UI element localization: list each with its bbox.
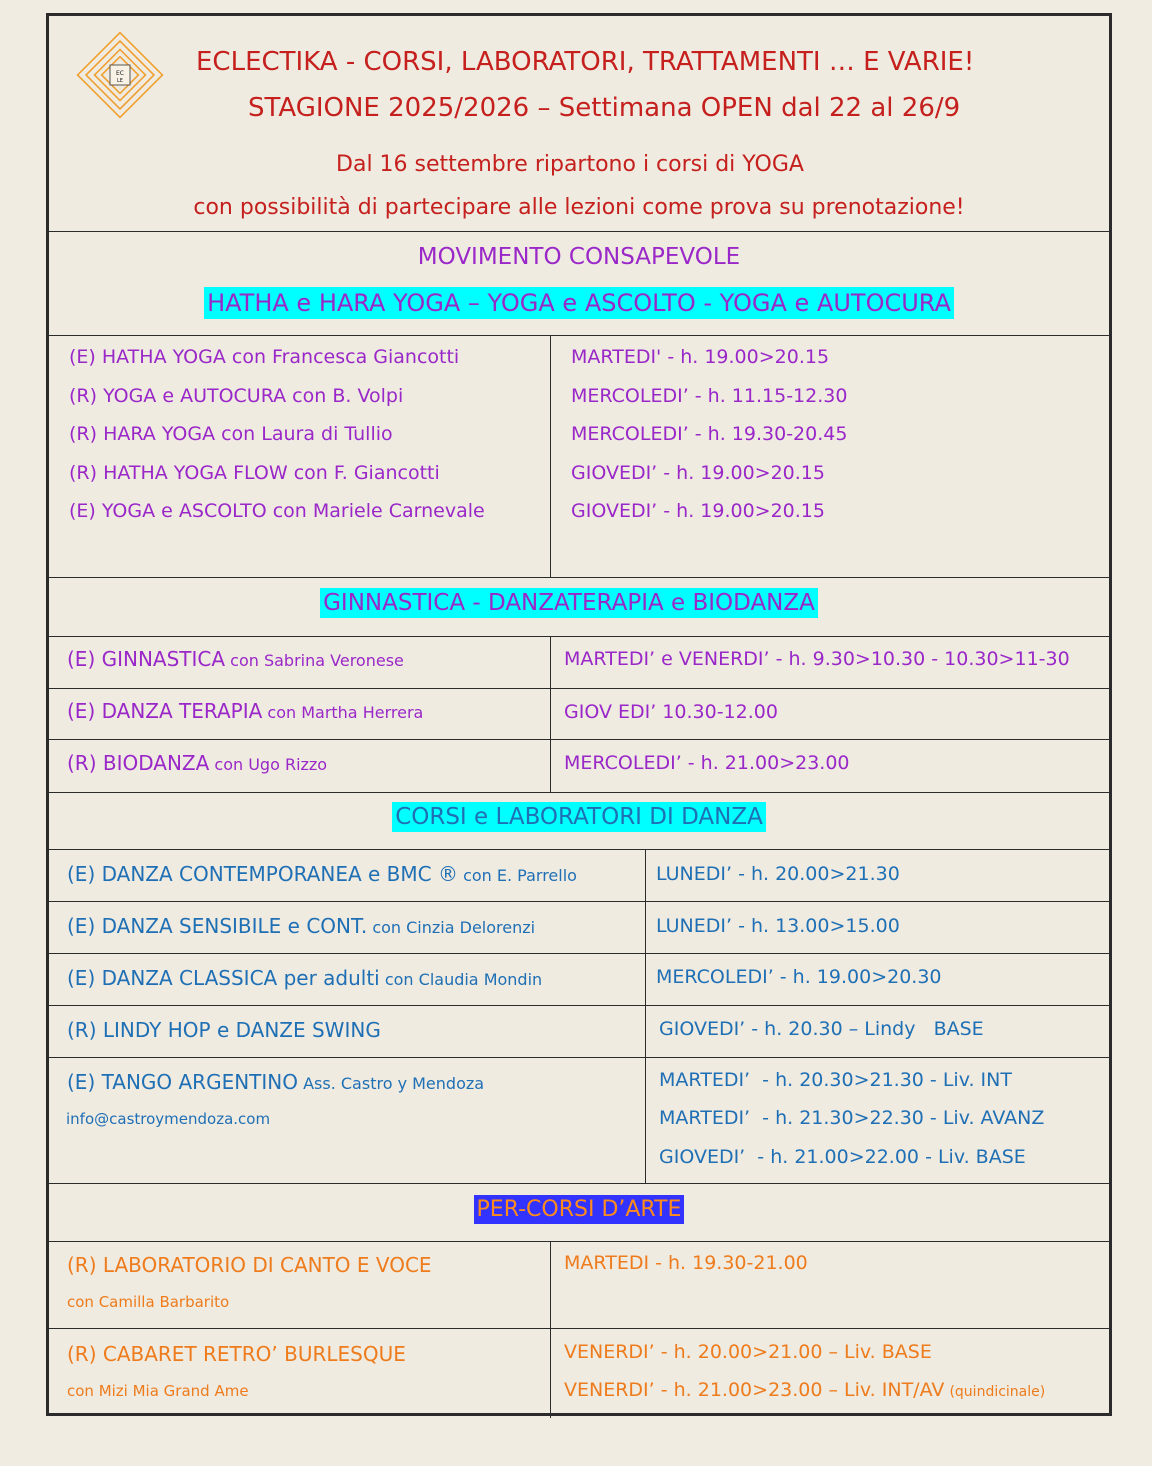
time-cabaret-2-text: VENERDI’ - h. 21.00>23.00 – Liv. INT/AV xyxy=(564,1379,945,1401)
time-danza-sensibile: LUNEDI’ - h. 13.00>15.00 xyxy=(656,915,900,937)
time-hara-yoga: MERCOLEDI’ - h. 19.30-20.45 xyxy=(571,423,848,445)
time-ginnastica: MARTEDI’ e VENERDI’ - h. 9.30>10.30 - 10.30>11-30 xyxy=(564,648,1070,670)
section3-title-wrap xyxy=(48,806,1110,829)
course-danza-sensibile xyxy=(67,916,535,936)
course-lindy-hop-name: (R) LINDY HOP e DANZE SWING xyxy=(67,1018,381,1042)
time-yoga-autocura: MERCOLEDI’ - h. 11.15-12.30 xyxy=(571,385,848,407)
time-danza-terapia: GIOV EDI’ 10.30-12.00 xyxy=(564,701,778,723)
time-danza-classica: MERCOLEDI’ - h. 19.00>20.30 xyxy=(656,966,942,988)
time-hatha-yoga-flow: GIOVEDI’ - h. 19.00>20.15 xyxy=(571,462,825,484)
section1-subtitle-wrap xyxy=(48,291,1110,315)
course-danza-terapia-name: (E) DANZA TERAPIA xyxy=(67,699,263,723)
svg-text:EC: EC xyxy=(116,70,124,77)
section2-title-wrap xyxy=(48,592,1110,615)
course-canto-voce: (R) LABORATORIO DI CANTO E VOCE xyxy=(67,1253,432,1277)
schedule-frame xyxy=(46,13,1112,1416)
course-yoga-ascolto: (E) YOGA e ASCOLTO con Mariele Carnevale xyxy=(69,500,485,522)
course-danza-classica-teacher: con Claudia Mondin xyxy=(384,970,543,989)
course-danza-classica-name: (E) DANZA CLASSICA per adulti xyxy=(67,966,380,990)
course-tango-name: (E) TANGO ARGENTINO xyxy=(67,1070,298,1094)
course-danza-contemporanea-teacher: con E. Parrello xyxy=(463,866,577,885)
course-danza-sensibile-name: (E) DANZA SENSIBILE e CONT. xyxy=(67,914,368,938)
time-tango-3: GIOVEDI’ - h. 21.00>22.00 - Liv. BASE xyxy=(659,1146,1026,1168)
time-yoga-ascolto: GIOVEDI’ - h. 19.00>20.15 xyxy=(571,500,825,522)
course-hara-yoga: (R) HARA YOGA con Laura di Tullio xyxy=(69,423,393,445)
notice-line-2: con possibilità di partecipare alle lezioni come prova su prenotazione! xyxy=(193,195,965,220)
course-danza-contemporanea-name: (E) DANZA CONTEMPORANEA e BMC ® xyxy=(67,862,458,886)
course-biodanza xyxy=(67,753,327,773)
course-danza-classica xyxy=(67,968,542,988)
time-lindy-hop: GIOVEDI’ - h. 20.30 – Lindy BASE xyxy=(659,1018,984,1040)
course-cabaret: (R) CABARET RETRO’ BURLESQUE xyxy=(67,1342,406,1366)
course-tango-teacher: Ass. Castro y Mendoza xyxy=(303,1074,485,1093)
time-cabaret-2-note: (quindicinale) xyxy=(949,1384,1046,1400)
time-tango-2: MARTEDI’ - h. 21.30>22.30 - Liv. AVANZ xyxy=(659,1107,1045,1129)
course-biodanza-name: (R) BIODANZA xyxy=(67,751,210,775)
header-title: ECLECTIKA - CORSI, LABORATORI, TRATTAMENTI … E VARIE! xyxy=(196,47,975,77)
course-yoga-autocura: (R) YOGA e AUTOCURA con B. Volpi xyxy=(69,385,404,407)
course-canto-voce-teacher: con Camilla Barbarito xyxy=(67,1293,230,1311)
time-tango-1: MARTEDI’ - h. 20.30>21.30 - Liv. INT xyxy=(659,1069,1012,1091)
course-hatha-yoga-flow: (R) HATHA YOGA FLOW con F. Giancotti xyxy=(69,462,440,484)
svg-text:LE: LE xyxy=(117,78,123,84)
section2-title: GINNASTICA - DANZATERAPIA e BIODANZA xyxy=(320,588,818,618)
time-canto-voce: MARTEDI - h. 19.30-21.00 xyxy=(564,1252,808,1274)
course-danza-sensibile-teacher: con Cinzia Delorenzi xyxy=(372,918,536,937)
time-cabaret-1: VENERDI’ - h. 20.00>21.00 – Liv. BASE xyxy=(564,1341,932,1363)
course-cabaret-teacher: con Mizi Mia Grand Ame xyxy=(67,1382,249,1400)
section1-title: MOVIMENTO CONSAPEVOLE xyxy=(417,244,741,270)
course-biodanza-teacher: con Ugo Rizzo xyxy=(214,755,328,774)
course-danza-terapia xyxy=(67,701,423,721)
tango-email-link[interactable]: info@castroymendoza.com xyxy=(66,1110,271,1128)
eclectika-logo-icon xyxy=(72,27,168,123)
section3-title: CORSI e LABORATORI DI DANZA xyxy=(392,802,766,832)
time-biodanza: MERCOLEDI’ - h. 21.00>23.00 xyxy=(564,752,850,774)
course-danza-terapia-teacher: con Martha Herrera xyxy=(267,703,424,722)
section4-title: PER-CORSI D’ARTE xyxy=(474,1195,685,1224)
time-danza-contemporanea: LUNEDI’ - h. 20.00>21.30 xyxy=(656,863,900,885)
section4-title-wrap xyxy=(48,1199,1110,1221)
course-danza-contemporanea xyxy=(67,864,577,884)
course-hatha-yoga: (E) HATHA YOGA con Francesca Giancotti xyxy=(69,346,460,368)
course-ginnastica-name: (E) GINNASTICA xyxy=(67,647,226,671)
course-ginnastica xyxy=(67,649,404,669)
course-lindy-hop xyxy=(67,1020,381,1040)
notice-line-1: Dal 16 settembre ripartono i corsi di YOGA xyxy=(336,152,804,177)
time-hatha-yoga: MARTEDI' - h. 19.00>20.15 xyxy=(571,346,830,368)
time-cabaret-2 xyxy=(564,1381,1045,1400)
header-subtitle: STAGIONE 2025/2026 – Settimana OPEN dal 22 al 26/9 xyxy=(248,93,961,123)
course-ginnastica-teacher: con Sabrina Veronese xyxy=(230,651,404,670)
course-tango-argentino xyxy=(67,1072,484,1092)
section1-subtitle: HATHA e HARA YOGA – YOGA e ASCOLTO - YOGA e AUTOCURA xyxy=(204,287,954,319)
